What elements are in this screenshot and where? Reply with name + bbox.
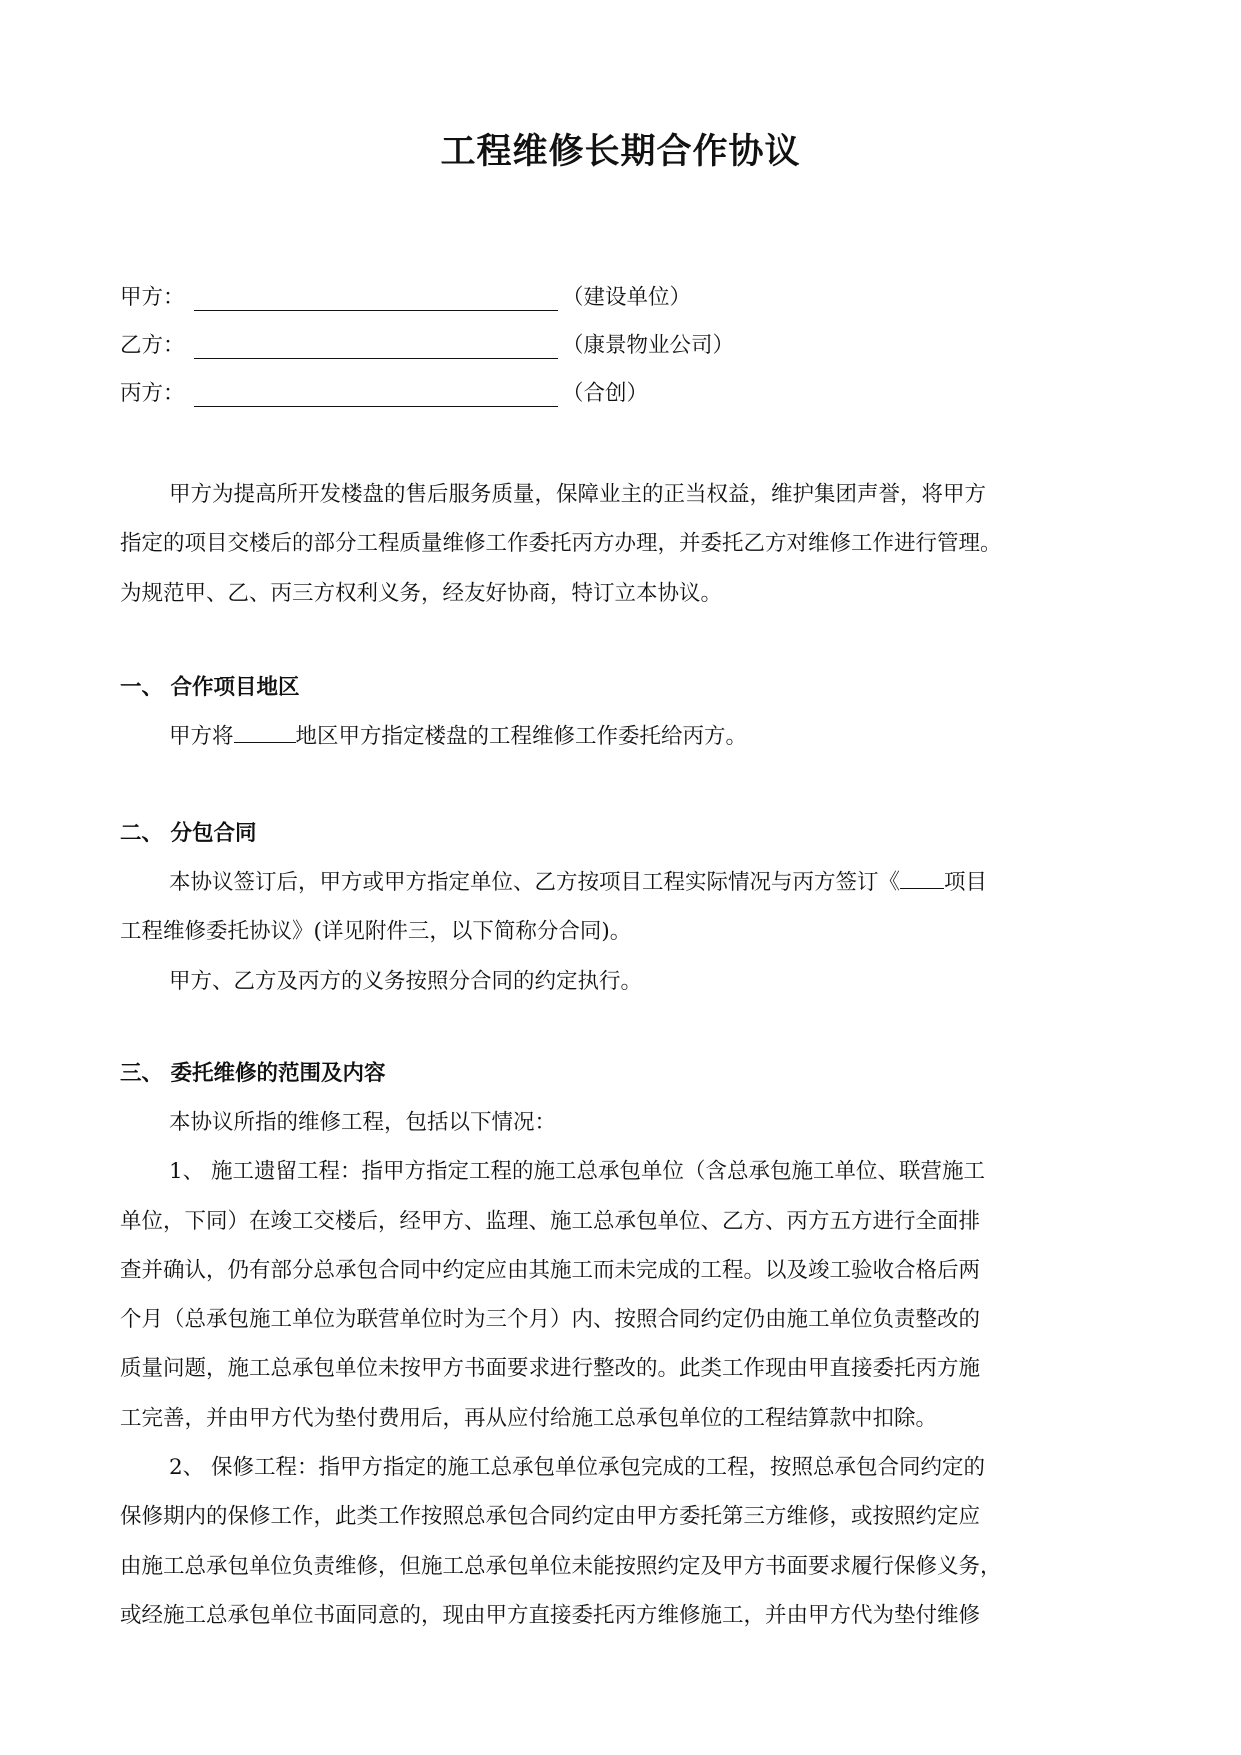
project-blank (900, 866, 944, 889)
section-3-heading: 三、 委托维修的范围及内容 (120, 1061, 386, 1086)
section-2-body (120, 858, 1130, 1006)
item-1-line: 查并确认，仍有部分总承包合同中约定应由其施工而未完成的工程。以及竣工验收合格后两 (120, 1257, 981, 1283)
item-1-line: 个月（总承包施工单位为联营单位时为三个月）内、按照合同约定仍由施工单位负责整改的 (120, 1307, 981, 1333)
party-c-note: （合创） (562, 381, 649, 406)
section-1-text-before: 甲方将 (169, 724, 234, 749)
item-1-line: 质量问题，施工总承包单位未按甲方书面要求进行整改的。此类工作现由甲直接委托丙方施 (120, 1356, 981, 1382)
section-1-body (120, 712, 1130, 761)
section-2-line1-before: 本协议签订后，甲方或甲方指定单位、乙方按项目工程实际情况与丙方签订《 (169, 870, 901, 895)
party-c-blank (194, 406, 558, 407)
section-2-line: 工程维修委托协议》(详见附件三，以下简称分合同)。 (120, 919, 632, 945)
section-2-heading: 二、 分包合同 (120, 821, 257, 846)
section-1-heading: 一、 合作项目地区 (120, 675, 300, 700)
item-1-line: 1、 施工遗留工程：指甲方指定工程的施工总承包单位（含总承包施工单位、联营施工 (169, 1159, 986, 1185)
party-b-blank (194, 358, 558, 359)
item-2-line: 2、 保修工程：指甲方指定的施工总承包单位承包完成的工程，按照总承包合同约定的 (169, 1455, 986, 1481)
party-b (120, 330, 735, 362)
intro-line: 指定的项目交楼后的部分工程质量维修工作委托丙方办理，并委托乙方对维修工作进行管理。 (120, 531, 1002, 557)
document-title: 工程维修长期合作协议 (440, 132, 801, 172)
section-2-line: 甲方、乙方及丙方的义务按照分合同的约定执行。 (169, 968, 643, 994)
section-2-line (120, 858, 1130, 907)
section-3-body (120, 1098, 1130, 1640)
item-2-line: 保修期内的保修工作，此类工作按照总承包合同约定由甲方委托第三方维修，或按照约定应 (120, 1504, 981, 1530)
section-2-line1-after: 项目 (944, 870, 988, 895)
intro-line: 为规范甲、乙、丙三方权利义务，经友好协商，特订立本协议。 (120, 580, 723, 606)
area-blank (234, 720, 296, 743)
section-1-text-after: 地区甲方指定楼盘的工程维修工作委托给丙方。 (295, 724, 748, 749)
section-3-intro: 本协议所指的维修工程，包括以下情况： (169, 1110, 557, 1135)
intro-line: 甲方为提高所开发楼盘的售后服务质量，保障业主的正当权益，维护集团声誉，将甲方 (169, 482, 987, 507)
intro-paragraph (120, 470, 1130, 618)
item-2-line: 或经施工总承包单位书面同意的，现由甲方直接委托丙方维修施工，并由甲方代为垫付维修 (120, 1602, 981, 1628)
party-b-label: 乙方： (120, 333, 185, 358)
party-a-blank (194, 310, 558, 311)
party-b-note: （康景物业公司） (562, 333, 735, 358)
section-1-line (120, 712, 1130, 761)
item-2-line: 由施工总承包单位负责维修，但施工总承包单位未能按照约定及甲方书面要求履行保修义务， (120, 1553, 1002, 1579)
party-c (120, 378, 649, 410)
item-1-line: 单位，下同）在竣工交楼后，经甲方、监理、施工总承包单位、乙方、丙方五方进行全面排 (120, 1208, 981, 1234)
party-c-label: 丙方： (120, 381, 185, 406)
party-a-label: 甲方： (120, 285, 185, 310)
party-a (120, 282, 692, 314)
item-1-line: 工完善，并由甲方代为垫付费用后，再从应付给施工总承包单位的工程结算款中扣除。 (120, 1405, 938, 1431)
party-a-note: （建设单位） (562, 285, 692, 310)
